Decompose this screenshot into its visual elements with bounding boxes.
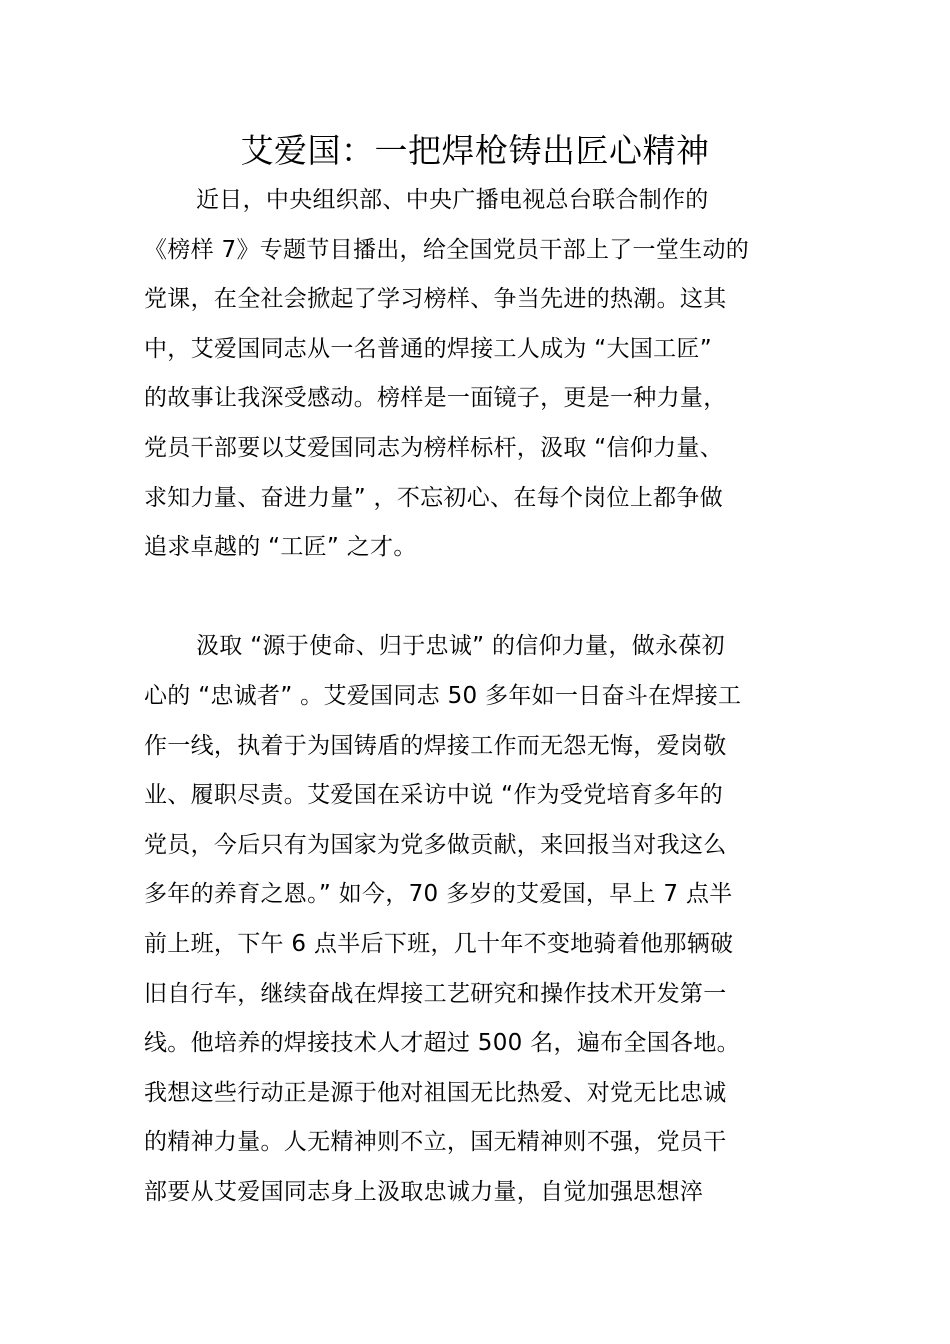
paragraph-1-line: 追求卓越的 “工匠” 之才。 [144,534,417,561]
paragraph-2-line: 汲取 “源于使命、归于忠诚” 的信仰力量，做永葆初 [196,633,725,660]
paragraph-2-line: 作一线，执着于为国铸盾的焊接工作而无怨无悔，爱岗敬 [144,732,727,759]
paragraph-2-line: 的精神力量。人无精神则不立，国无精神则不强，党员干 [144,1129,727,1156]
paragraph-1-line: 党课，在全社会掀起了学习榜样、争当先进的热潮。这其 [144,286,727,313]
paragraph-1-line: 中，艾爱国同志从一名普通的焊接工人成为 “大国工匠” [144,335,712,362]
paragraph-2-line: 前上班，下午 6 点半后下班，几十年不变地骑着他那辆破 [144,930,734,957]
paragraph-2-line: 旧自行车，继续奋战在焊接工艺研究和操作技术开发第一 [144,980,727,1007]
document-title: 艾爱国：一把焊枪铸出匠心精神 [240,131,710,170]
paragraph-1-line: 求知力量、奋进力量” ，不忘初心、在每个岗位上都争做 [144,484,724,511]
paragraph-2-line: 多年的养育之恩。” 如今，70 多岁的艾爱国，早上 7 点半 [144,881,733,908]
paragraph-2-line: 线。他培养的焊接技术人才超过 500 名，遍布全国各地。 [144,1030,740,1057]
paragraph-2-line: 党员，今后只有为国家为党多做贡献，来回报当对我这么 [144,831,727,858]
paragraph-2-line: 业、履职尽责。艾爱国在采访中说 “作为受党培育多年的 [144,782,724,809]
paragraph-1-line: 《榜样 7》专题节目播出，给全国党员干部上了一堂生动的 [144,236,750,263]
paragraph-1-line: 的故事让我深受感动。榜样是一面镜子，更是一种力量， [144,385,727,412]
paragraph-1-line: 党员干部要以艾爱国同志为榜样标杆，汲取 “信仰力量、 [144,434,724,461]
paragraph-spacer [144,573,808,623]
paragraph-2-line: 部要从艾爱国同志身上汲取忠诚力量，自觉加强思想淬 [144,1178,704,1205]
paragraph-1-line: 近日，中央组织部、中央广播电视总台联合制作的 [196,187,709,213]
document-body [144,176,808,1217]
paragraph-2-line: 我想这些行动正是源于他对祖国无比热爱、对党无比忠诚 [144,1079,727,1106]
paragraph-2-line: 心的 “忠诚者” 。艾爱国同志 50 多年如一日奋斗在焊接工 [144,682,742,709]
